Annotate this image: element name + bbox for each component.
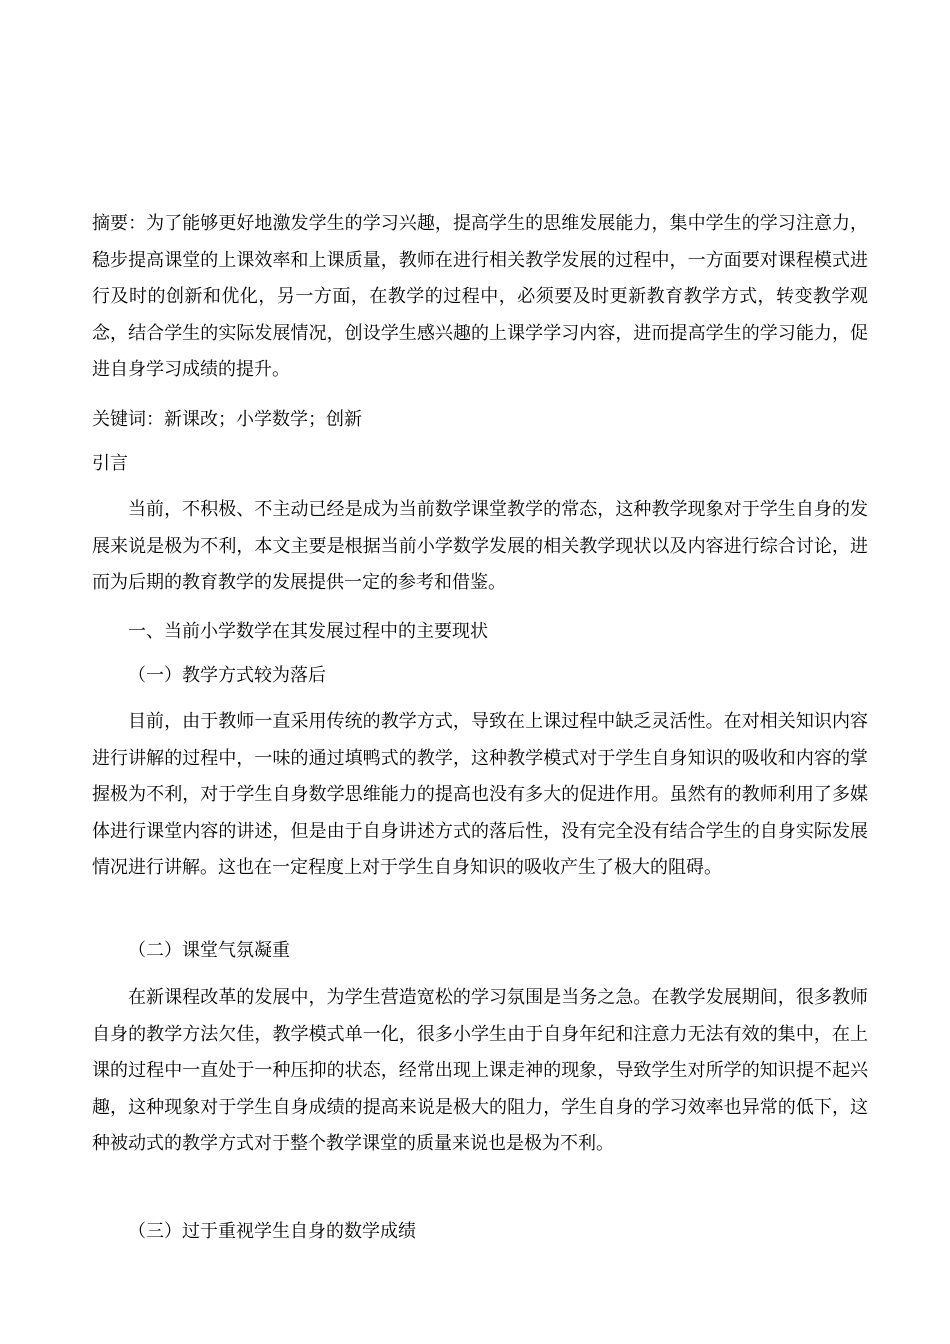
keywords-line: 关键词：新课改；小学数学；创新 bbox=[92, 409, 362, 430]
subsection-2-paragraph: 在新课程改革的发展中，为学生营造宽松的学习氛围是当务之急。在教学发展期间，很多教师自身的教学方法欠佳，教学模式单一化，很多小学生由于自身年纪和注意力无法有效的集中，在上课的过程中一直处于一种压抑的状态，经常出现上课走神的现象，导致学生对所学的知识提不起兴趣，这种现象对于学生自身成绩的提高来说是极大的阻力，学生自身的学习效率也异常的低下，这种被动式的教学方式对于整个教学课堂的质量来说也是极为不利。 bbox=[92, 987, 868, 1154]
subsection-3-heading: （三）过于重视学生自身的数学成绩 bbox=[128, 1221, 416, 1242]
abstract-paragraph: 摘要：为了能够更好地激发学生的学习兴趣，提高学生的思维发展能力，集中学生的学习注意力，稳步提高课堂的上课效率和上课质量，教师在进行相关教学发展的过程中，一方面要对课程模式进行及时的创新和优化，另一方面，在教学的过程中，必须要及时更新教育教学方式，转变教学观念，结合学生的实际发展情况，创设学生感兴趣的上课学学习内容，进而提高学生的学习能力，促进自身学习成绩的提升。 bbox=[92, 213, 868, 380]
subsection-1-paragraph: 目前，由于教师一直采用传统的教学方式，导致在上课过程中缺乏灵活性。在对相关知识内容进行讲解的过程中，一味的通过填鸭式的教学，这种教学模式对于学生自身知识的吸收和内容的掌握极为不利，对于学生自身数学思维能力的提高也没有多大的促进作用。虽然有的教师利用了多媒体进行课堂内容的讲述，但是由于自身讲述方式的落后性，没有完全没有结合学生的自身实际发展情况进行讲解。这也在一定程度上对于学生自身知识的吸收产生了极大的阻碍。 bbox=[92, 711, 868, 878]
intro-heading: 引言 bbox=[92, 453, 128, 474]
subsection-2-heading: （二）课堂气氛凝重 bbox=[128, 940, 290, 961]
section-1-heading: 一、当前小学数学在其发展过程中的主要现状 bbox=[128, 621, 488, 642]
subsection-1-heading: （一）教学方式较为落后 bbox=[128, 665, 326, 686]
intro-paragraph: 当前，不积极、不主动已经是成为当前数学课堂教学的常态，这种教学现象对于学生自身的发展来说是极为不利，本文主要是根据当前小学数学发展的相关教学现状以及内容进行综合讨论，进而为后期的教育教学的发展提供一定的参考和借鉴。 bbox=[92, 499, 868, 593]
